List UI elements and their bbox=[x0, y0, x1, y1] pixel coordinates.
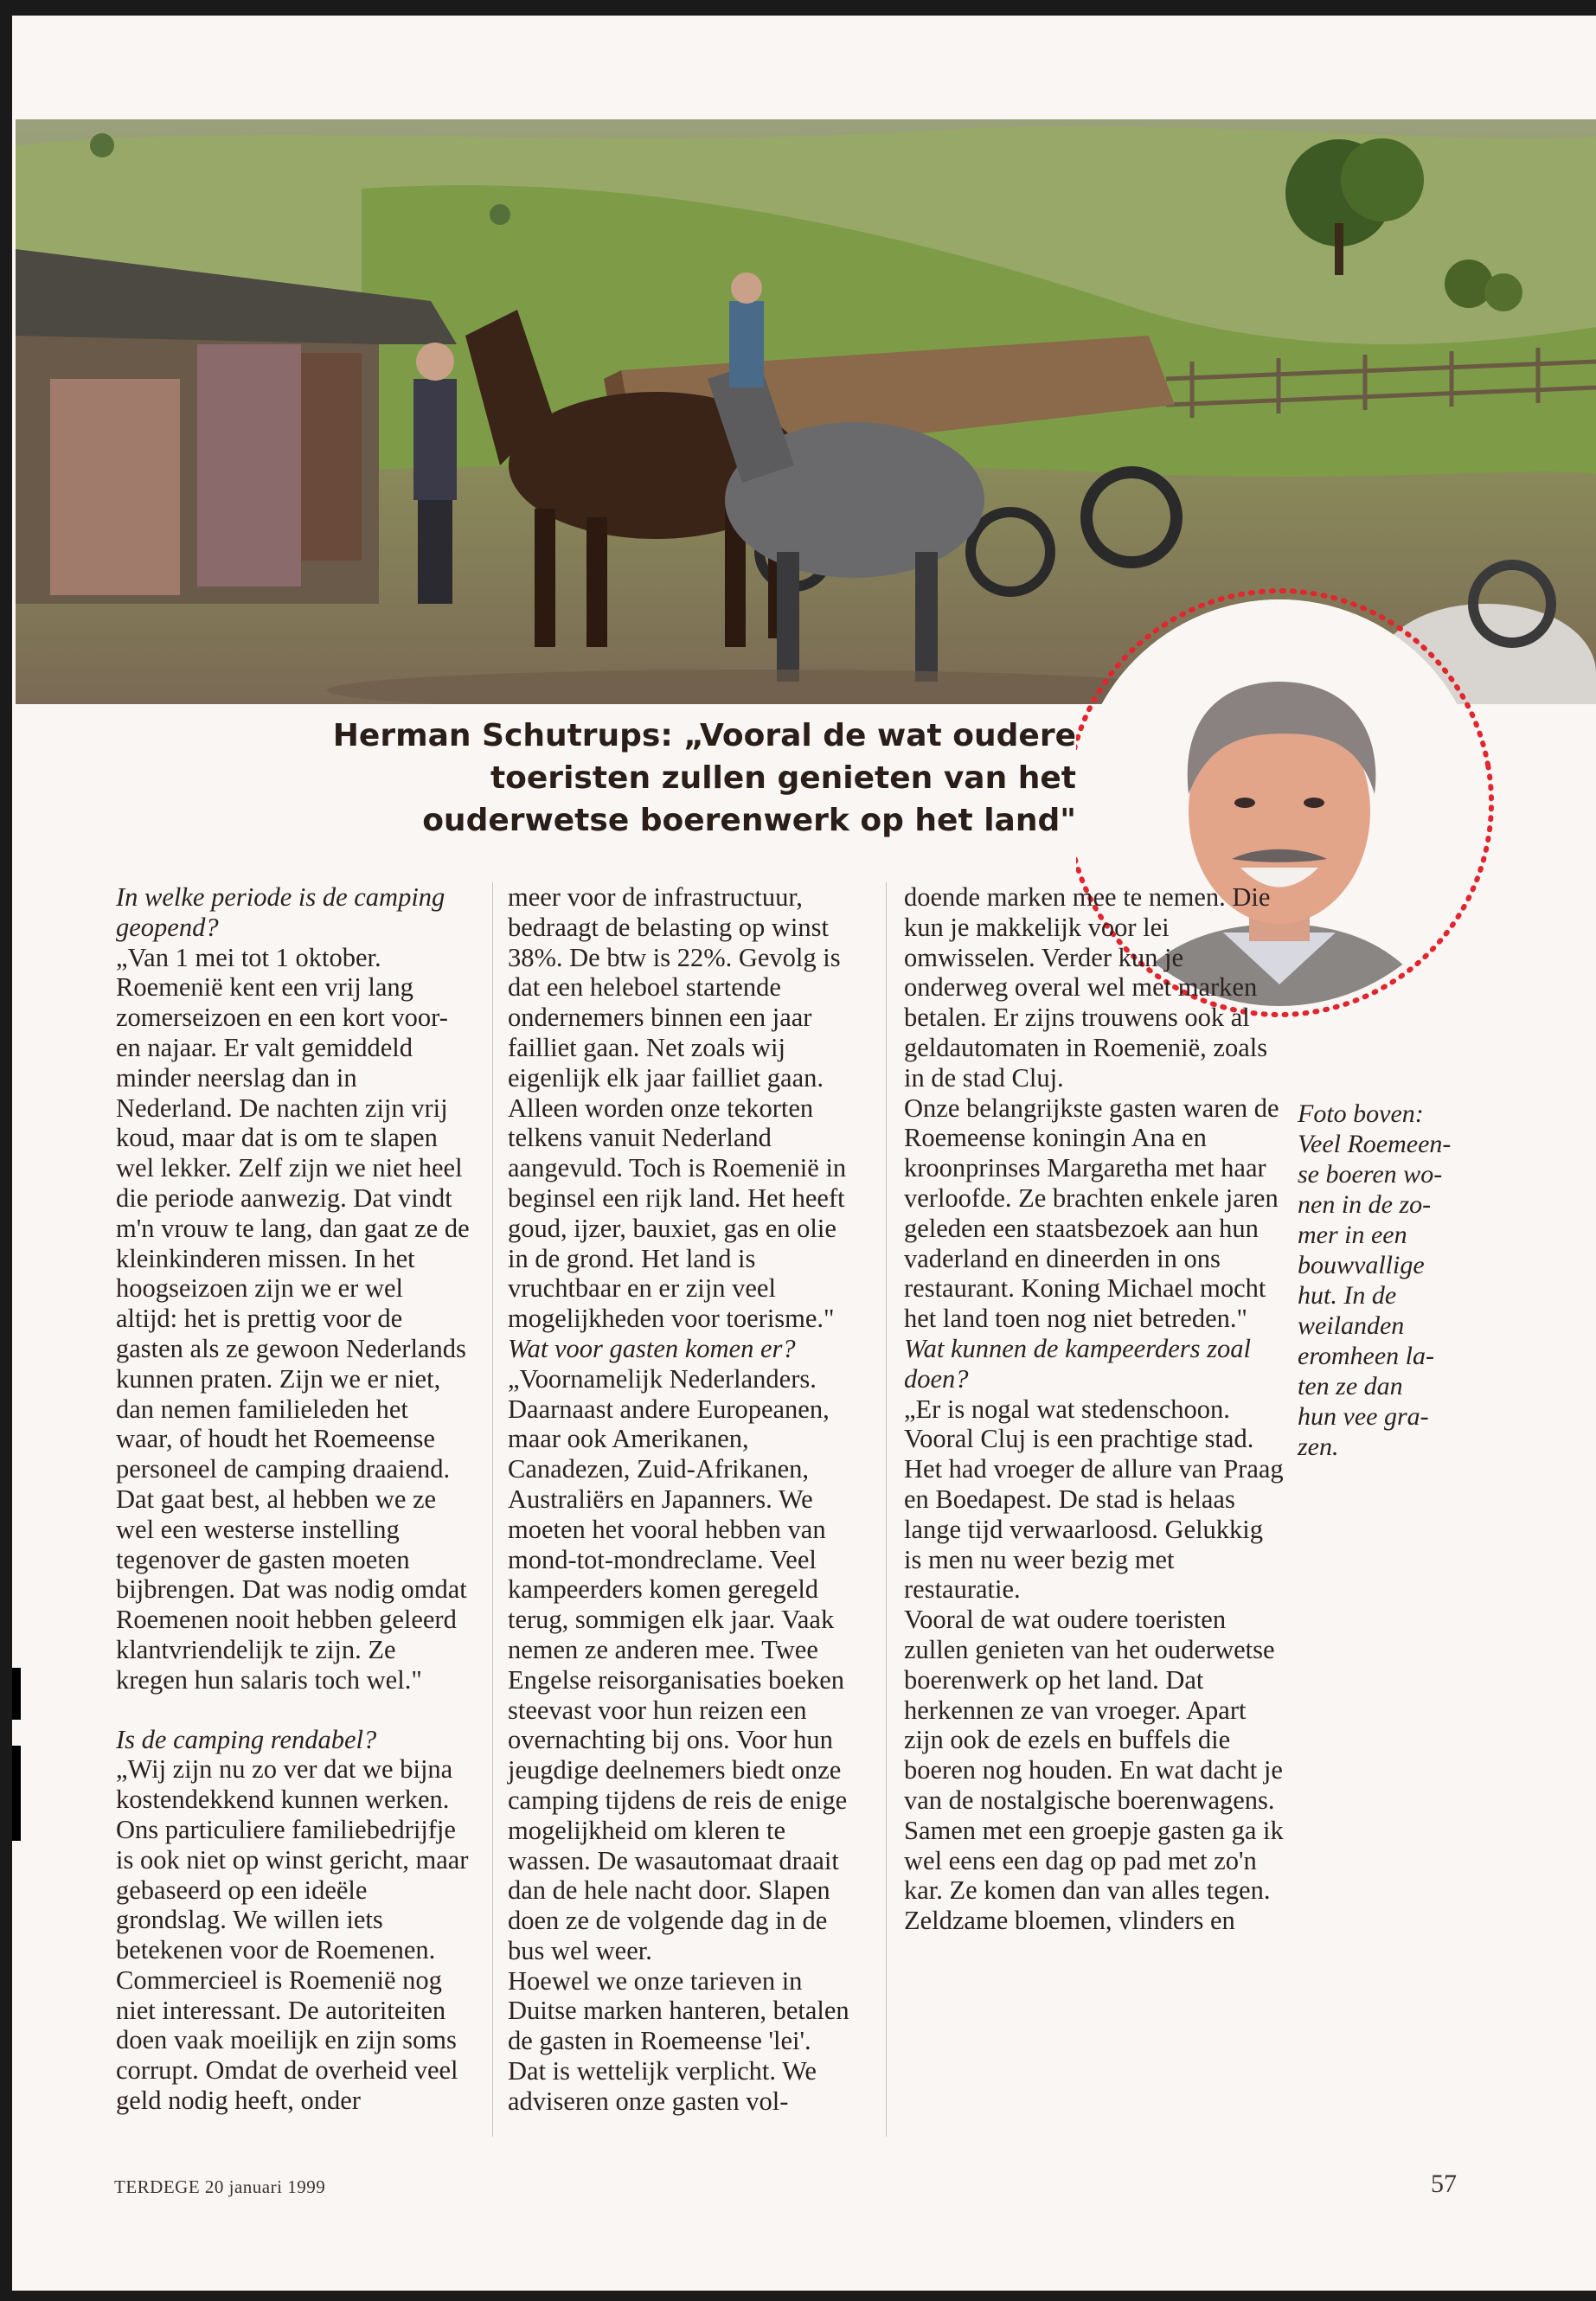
interview-answer: „Voornamelijk Nederlanders. Daarnaast andere Europeanen, maar ook Amerikanen, Canadezen, Zuid-Afrikanen, Australiërs en Japanners. We moeten het vooral hebben van mond-tot-mondreclame. Veel kampeerders komen geregeld terug, sommigen elk jaar. Vaak nemen ze anderen mee. Twee Engelse reisorganisaties boeken steevast voor hun reizen een overnachting bij ons. Voor hun jeugdige deelnemers biedt onze camping tijdens de reis de enige mogelijkheid om kleren te wassen. De wasautomaat draait dan de hele nacht door. Slapen doen ze de volgende dag in de bus wel weer. bbox=[508, 1363, 848, 1965]
caption-line: Veel Roemeen- bbox=[1298, 1130, 1452, 1158]
interview-question: Is de camping rendabel? bbox=[116, 1724, 377, 1754]
headline-line: toeristen zullen genieten van het bbox=[490, 760, 1076, 796]
interview-answer: Hoewel we onze tarieven in Duitse marken hanteren, betalen de gasten in Roemeense 'lei'. Dat is wettelijk verplicht. We adviseren onze gasten vol- bbox=[508, 1965, 849, 2116]
headline-line: Herman Schutrups: „Vooral de wat oudere bbox=[332, 718, 1076, 753]
magazine-page bbox=[12, 16, 1596, 2291]
caption-line: hun vee gra- bbox=[1298, 1402, 1429, 1431]
column-divider bbox=[492, 882, 493, 2137]
interview-answer: meer voor de infrastructuur, bedraagt de belasting op winst 38%. De btw is 22%. Gevolg is dat een heleboel startende ondernemers binnen een jaar failliet gaan. Net zoals wij eigenlijk elk jaar failliet gaan. Alleen worden onze tekorten telkens vanuit Nederland aangevuld. Toch is Roemenië in beginsel een rijk land. Het heeft goud, ijzer, bauxiet, gas en olie in de grond. Het land is vruchtbaar en er zijn veel mogelijkheden voor toerisme." bbox=[508, 882, 847, 1334]
caption-line: bouwvallige bbox=[1298, 1251, 1425, 1279]
photo-caption bbox=[1298, 1099, 1462, 1462]
interview-answer: Onze belangrijkste gasten waren de Roemeense koningin Ana en kroonprinses Margaretha met haar verloofde. Ze brachten enkele jaren geleden een staatsbezoek aan hun vaderland en dineerden in ons restaurant. Koning Michael mocht het land toen nog niet betreden." bbox=[904, 1093, 1279, 1334]
interview-answer: „Wij zijn nu zo ver dat we bijna kostendekkend kunnen werken. Ons particuliere familiebedrijfje is ook niet op winst gericht, maar gebaseerd op een ideële grondslag. We willen iets betekenen voor de Roemenen. Commercieel is Roemenië nog niet interessant. De autoriteiten doen vaak moeilijk en zijn soms corrupt. Omdat de overheid veel geld nodig heeft, onder bbox=[116, 1754, 469, 2116]
caption-line: eromheen la- bbox=[1298, 1342, 1434, 1370]
article-column-2 bbox=[508, 882, 854, 2117]
interview-answer: „Van 1 mei tot 1 oktober. Roemenië kent een vrij lang zomerseizoen en een kort voor- en najaar. Er valt gemiddeld minder neerslag dan in Nederland. De nachten zijn vrij koud, maar dat is om te slapen wel lekker. Zelf zijn we niet heel die periode aanwezig. Dat vindt m'n vrouw te lang, dan gaat ze de kleinkinderen missen. In het hoogseizoen zijn we er wel altijd: het is prettig voor de gasten als ze gewoon Nederlands kunnen praten. Zijn we er niet, dan nemen familieleden het waar, of houdt het Roemeense personeel de camping draaiend. Dat gaat best, al hebben we ze wel een westerse instelling tegenover de gasten moeten bijbrengen. Dat was nodig omdat Roemenen nooit hebben geleerd klantvriendelijk te zijn. Ze kregen hun salaris toch wel." bbox=[116, 942, 470, 1695]
interview-question: Wat voor gasten komen er? bbox=[508, 1333, 796, 1363]
caption-line: ten ze dan bbox=[1298, 1372, 1403, 1400]
interview-answer: Vooral de wat oudere toeristen zullen genieten van het ouderwetse boerenwerk op het land. Dat herkennen ze van vroeger. Apart zijn ook de ezels en buffels die boeren nog houden. En wat dacht je van de nostalgische boerenwagens. Samen met een groepje gasten ga ik wel eens een dag op pad met zo'n kar. Ze komen dan van alles tegen. Zeldzame bloemen, vlinders en bbox=[904, 1605, 1284, 1936]
page-number: 57 bbox=[1431, 2170, 1457, 2198]
headline bbox=[298, 715, 1076, 842]
column-divider bbox=[886, 882, 887, 2137]
caption-line: nen in de zo- bbox=[1298, 1190, 1432, 1219]
caption-line: hut. In de bbox=[1298, 1281, 1397, 1310]
scan-edge-mark bbox=[12, 1746, 21, 1841]
interview-answer: „Er is nogal wat stedenschoon. Vooral Cluj is een prachtige stad. Het had vroeger de allure van Praag en Boedapest. De stad is helaas lange tijd verwaarloosd. Gelukkig is men nu weer bezig met restauratie. bbox=[904, 1394, 1284, 1605]
caption-line: zen. bbox=[1298, 1433, 1339, 1461]
caption-line: weilanden bbox=[1298, 1311, 1405, 1340]
scan-edge-mark bbox=[12, 1668, 21, 1720]
caption-line: Foto boven: bbox=[1298, 1099, 1424, 1128]
caption-line: mer in een bbox=[1298, 1221, 1407, 1249]
interview-question: Wat kunnen de kampeerders zoal doen? bbox=[904, 1333, 1251, 1394]
article-column-3 bbox=[904, 882, 1285, 1936]
caption-line: se boeren wo- bbox=[1298, 1160, 1443, 1189]
interview-answer: doende marken mee te nemen. Die kun je makkelijk voor lei omwisselen. Verder kun je onderweg overal wel met marken betalen. Er zijns trouwens ook al geldautomaten in Roemenië, zoals in de stad Cluj. bbox=[904, 882, 1271, 1093]
interview-question: In welke periode is de camping geopend? bbox=[116, 882, 445, 942]
publication-footer: TERDEGE 20 januari 1999 bbox=[114, 2176, 326, 2197]
headline-line: ouderwetse boerenwerk op het land" bbox=[422, 803, 1076, 838]
article-column-1 bbox=[116, 882, 471, 2116]
